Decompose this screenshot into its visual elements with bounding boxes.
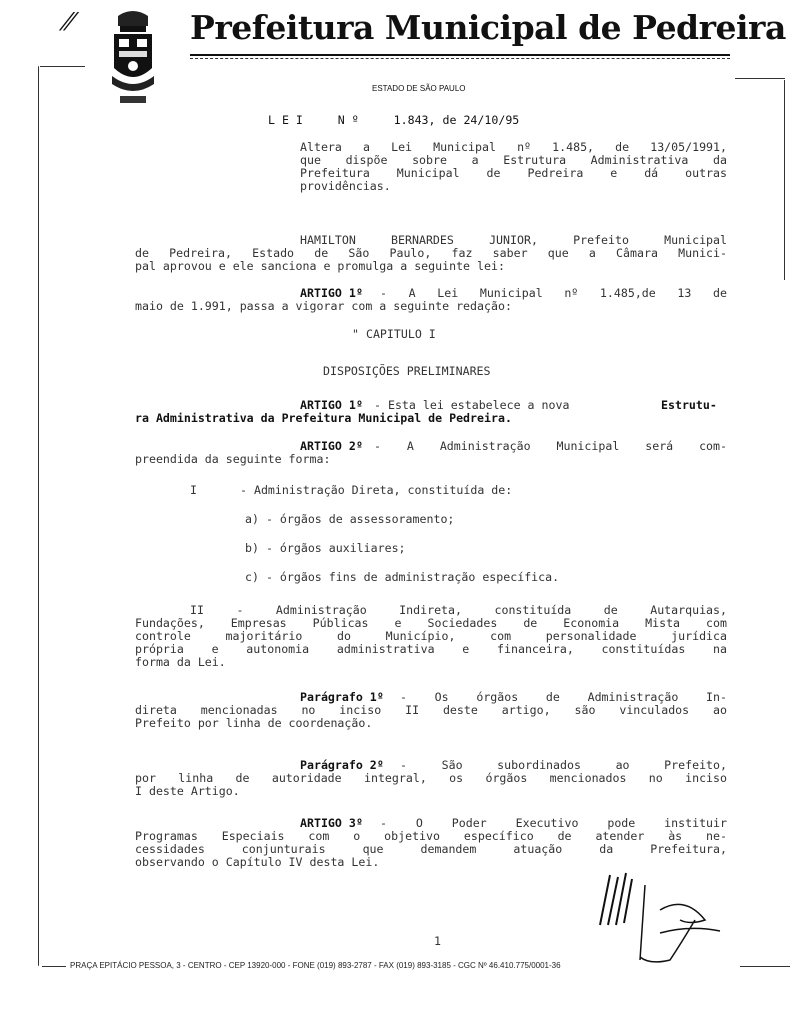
mayor-signature	[570, 865, 730, 969]
art2-label: ARTIGO 2º	[300, 439, 363, 453]
par2-label: Parágrafo 2º	[300, 758, 384, 772]
art3-line: observando o Capítulo IV desta Lei.	[135, 855, 380, 869]
art3-line: - O Poder Executivo pode instituir	[380, 816, 727, 830]
item-I-label: I	[190, 483, 197, 497]
chapter-title: DISPOSIÇÕES PRELIMINARES	[323, 364, 491, 378]
art1-line-bold: ra Administrativa da Prefeitura Municipal de Pedreira.	[135, 411, 512, 425]
frame-top-right-line	[735, 78, 785, 79]
state-label: ESTADO DE SÃO PAULO	[372, 84, 466, 93]
page-number: 1	[434, 934, 441, 948]
art1-bold: Estrutu-	[661, 398, 717, 412]
frame-right-line	[784, 80, 785, 280]
item-II-line: própria e autonomia administrativa e financeira, constituídas na	[135, 642, 727, 656]
municipal-crest-logo	[108, 6, 158, 106]
preamble-line: pal aprovou e ele sanciona e promulga a seguinte lei:	[135, 259, 505, 273]
summary-line: Altera a Lei Municipal nº 1.485, de 13/05/1991,	[300, 140, 727, 154]
footer-address: PRAÇA EPITÁCIO PESSOA, 3 - CENTRO - CEP 13920-000 - FONE (019) 893-2787 - FAX (019) 893-3185 - CGC Nº 46.410.775/0001-36	[70, 961, 561, 970]
par1-line: Prefeito por linha de coordenação.	[135, 716, 373, 730]
frame-left-line	[38, 66, 39, 966]
summary-line: providências.	[300, 179, 391, 193]
par2-line: por linha de autoridade integral, os órgãos mencionados no inciso	[135, 771, 727, 785]
par1-line: - Os órgãos de Administração In-	[400, 690, 727, 704]
art2-line: preendida da seguinte forma:	[135, 452, 331, 466]
subitem: a) - órgãos de assessoramento;	[245, 512, 455, 526]
item-I-text: - Administração Direta, constituída de:	[240, 483, 513, 497]
art1-line: - Esta lei estabelece a nova	[374, 398, 570, 412]
par2-line: I deste Artigo.	[135, 784, 240, 798]
par1-label: Parágrafo 1º	[300, 690, 384, 704]
preamble-line: de Pedreira, Estado de São Paulo, faz saber que a Câmara Munici-	[135, 246, 727, 260]
item-II-line: controle majoritário do Município, com personalidade jurídica	[135, 629, 727, 643]
item-II-line: Fundações, Empresas Públicas e Sociedades de Economia Mista com	[135, 616, 727, 630]
art3-line: cessidades conjunturais que demandem atuação da Prefeitura,	[135, 842, 727, 856]
art1-label: ARTIGO 1º	[300, 398, 363, 412]
art3-line: Programas Especiais com o objetivo específico de atender às ne-	[135, 829, 727, 843]
title-rule-thin	[190, 58, 730, 59]
subitem: c) - órgãos fins de administração específica.	[245, 570, 560, 584]
par1-line: direta mencionadas no inciso II deste artigo, são vinculados ao	[135, 703, 727, 717]
art2-line: - A Administração Municipal será com-	[374, 439, 727, 453]
item-II-line: II - Administração Indireta, constituída de Autarquias,	[190, 603, 727, 617]
footer-rule-left	[42, 966, 66, 967]
law-heading: L E I N º 1.843, de 24/10/95	[268, 113, 520, 127]
par2-line: - São subordinados ao Prefeito,	[400, 758, 727, 772]
title-rule	[190, 54, 730, 56]
summary-line: que dispõe sobre a Estrutura Administrativa da	[300, 153, 727, 167]
art1-intro-label: ARTIGO 1º	[300, 286, 363, 300]
frame-top-line	[40, 66, 85, 67]
art3-label: ARTIGO 3º	[300, 816, 363, 830]
initials-mark: ⁄⁄	[65, 8, 74, 36]
summary-line: Prefeitura Municipal de Pedreira e dá outras	[300, 166, 727, 180]
letterhead-title: Prefeitura Municipal de Pedreira	[190, 8, 786, 47]
art1-intro-line: maio de 1.991, passa a vigorar com a seguinte redação:	[135, 299, 512, 313]
art1-intro-line: - A Lei Municipal nº 1.485,de 13 de	[380, 286, 727, 300]
preamble-line: HAMILTON BERNARDES JUNIOR, Prefeito Municipal	[300, 233, 727, 247]
subitem: b) - órgãos auxiliares;	[245, 541, 406, 555]
chapter-heading: " CAPITULO I	[352, 327, 436, 341]
item-II-line: forma da Lei.	[135, 655, 226, 669]
footer-rule-right	[740, 966, 790, 967]
